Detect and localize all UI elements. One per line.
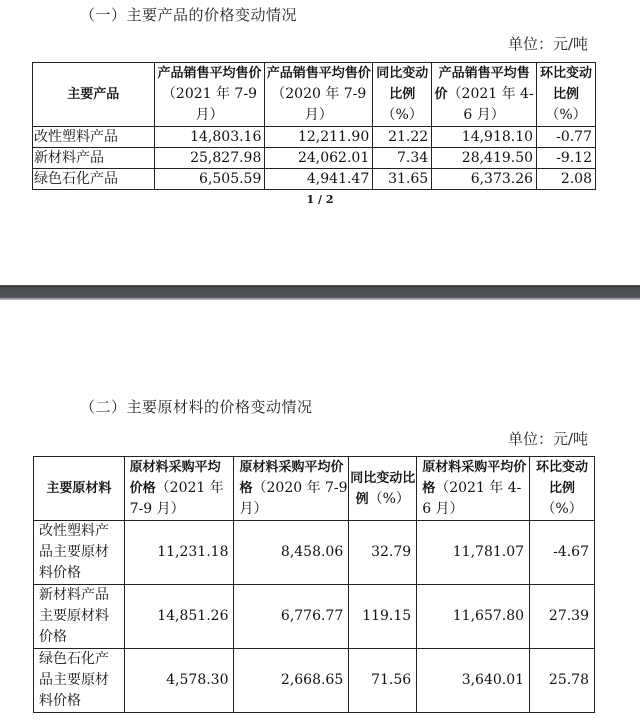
table-row (33, 148, 596, 169)
header-qoq-change: 环比变动比例（%） (530, 457, 595, 521)
header-qoq-change: 环比变动比例（%） (537, 63, 596, 127)
price-2021q3: 6,505.59 (154, 169, 265, 190)
cost-2021q3: 11,231.18 (124, 521, 234, 585)
price-2020q3: 4,941.47 (265, 169, 373, 190)
header-cost-2021q2: 原材料采购平均价格（2021 年 4-6 月） (417, 457, 530, 521)
price-2020q3: 12,211.90 (265, 127, 373, 148)
section1-unit-label: 单位：元/吨 (507, 35, 588, 53)
price-2021q3: 25,827.98 (154, 148, 265, 169)
cost-2020q3: 6,776.77 (234, 585, 349, 649)
header-main-material: 主要原材料 (34, 457, 125, 521)
page-divider (0, 285, 640, 300)
product-price-table (32, 62, 596, 190)
yoy-change: 7.34 (373, 148, 432, 169)
cost-2021q2: 11,781.07 (417, 521, 530, 585)
cost-2020q3: 2,668.65 (234, 649, 349, 713)
product-name: 新材料产品 (33, 148, 155, 169)
section1-title: （一）主要产品的价格变动情况 (80, 6, 298, 24)
table-row (34, 521, 595, 585)
qoq-change: -4.67 (530, 521, 595, 585)
material-name: 绿色石化产品主要原材料价格 (34, 649, 125, 713)
material-name: 改性塑料产品主要原材料价格 (34, 521, 125, 585)
price-2021q2: 14,918.10 (432, 127, 537, 148)
table-header-row (33, 63, 596, 127)
product-name: 绿色石化产品 (33, 169, 155, 190)
header-main-product: 主要产品 (33, 63, 155, 127)
header-yoy-change: 同比变动比例（%） (349, 457, 417, 521)
qoq-change: 2.08 (537, 169, 596, 190)
table-header-row (34, 457, 595, 521)
header-cost-2021q3: 原材料采购平均价格（2021 年 7-9 月） (124, 457, 234, 521)
page-number: 1 / 2 (306, 193, 334, 206)
qoq-change: -9.12 (537, 148, 596, 169)
table-row (34, 649, 595, 713)
table-row (33, 127, 596, 148)
cost-2021q3: 4,578.30 (124, 649, 234, 713)
cost-2020q3: 8,458.06 (234, 521, 349, 585)
qoq-change: -0.77 (537, 127, 596, 148)
section2-title: （二）主要原材料的价格变动情况 (80, 398, 313, 416)
qoq-change: 25.78 (530, 649, 595, 713)
yoy-change: 31.65 (373, 169, 432, 190)
table-row (34, 585, 595, 649)
product-name: 改性塑料产品 (33, 127, 155, 148)
header-price-2021q2: 产品销售平均售价（2021 年 4-6 月） (432, 63, 537, 127)
yoy-change: 32.79 (349, 521, 417, 585)
cost-2021q2: 11,657.80 (417, 585, 530, 649)
table-row (33, 169, 596, 190)
price-2021q2: 6,373.26 (432, 169, 537, 190)
header-price-2020q3: 产品销售平均售价（2020 年 7-9 月） (265, 63, 373, 127)
material-name: 新材料产品主要原材料价格 (34, 585, 125, 649)
qoq-change: 27.39 (530, 585, 595, 649)
yoy-change: 119.15 (349, 585, 417, 649)
yoy-change: 21.22 (373, 127, 432, 148)
raw-material-price-table (33, 456, 595, 713)
section2-unit-label: 单位：元/吨 (507, 430, 588, 448)
header-price-2021q3: 产品销售平均售价（2021 年 7-9 月） (154, 63, 265, 127)
cost-2021q3: 14,851.26 (124, 585, 234, 649)
header-cost-2020q3: 原材料采购平均价格（2020 年 7-9 月） (234, 457, 349, 521)
header-yoy-change: 同比变动比例（%） (373, 63, 432, 127)
cost-2021q2: 3,640.01 (417, 649, 530, 713)
yoy-change: 71.56 (349, 649, 417, 713)
price-2021q3: 14,803.16 (154, 127, 265, 148)
price-2020q3: 24,062.01 (265, 148, 373, 169)
price-2021q2: 28,419.50 (432, 148, 537, 169)
